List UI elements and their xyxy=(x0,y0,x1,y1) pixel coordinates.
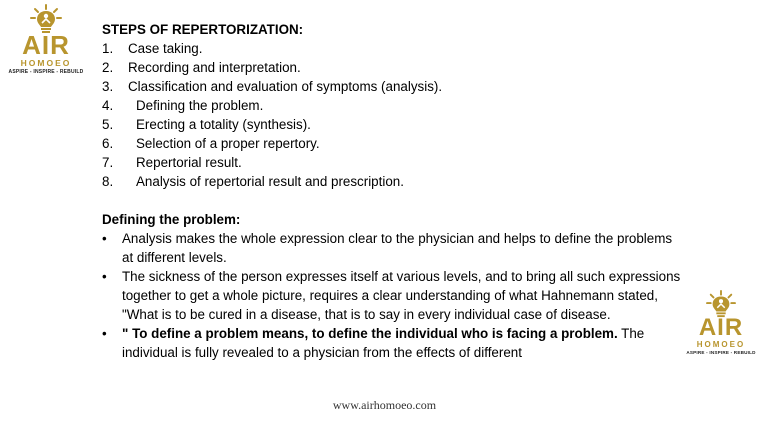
logo-word: HOMOEO xyxy=(20,58,72,68)
logo-tagline: ASPIRE - INSPIRE - REBUILD xyxy=(686,350,756,355)
bullet-list xyxy=(102,229,682,362)
steps-list xyxy=(102,39,682,191)
step-item xyxy=(102,77,682,96)
step-number: 2. xyxy=(102,60,114,75)
bullet-icon: • xyxy=(102,269,107,284)
bullet-bold-text: " To define a problem means, to define the individual who is facing a problem. xyxy=(122,326,618,341)
step-text: Analysis of repertorial result and prescription. xyxy=(136,174,404,189)
step-number: 6. xyxy=(102,136,114,151)
logo-bottom-right xyxy=(686,290,756,356)
step-item xyxy=(102,39,682,58)
bullet-icon: • xyxy=(102,326,107,341)
step-text: Erecting a totality (synthesis). xyxy=(136,117,311,132)
footer-url: www.airhomoeo.com xyxy=(332,398,437,412)
bullet-item xyxy=(102,229,682,267)
step-number: 7. xyxy=(102,155,114,170)
step-text: Recording and interpretation. xyxy=(128,60,301,75)
step-number: 1. xyxy=(102,41,114,56)
step-item xyxy=(102,153,682,172)
step-number: 4. xyxy=(102,98,114,113)
step-number: 5. xyxy=(102,117,114,132)
step-item xyxy=(102,58,682,77)
bullet-icon: • xyxy=(102,231,107,246)
logo-mark: AIR xyxy=(698,314,744,341)
logo-word: HOMOEO xyxy=(696,340,746,349)
step-text: Case taking. xyxy=(128,41,203,56)
bullet-text: The individual is fully revealed to a physician from the effects of different xyxy=(122,326,645,360)
spacer xyxy=(102,191,682,210)
steps-title: STEPS OF REPERTORIZATION: xyxy=(102,22,304,37)
step-text: Classification and evaluation of symptoms (analysis). xyxy=(128,79,443,94)
section-heading: Defining the problem: xyxy=(102,212,241,227)
logo-top-left xyxy=(8,4,84,75)
step-number: 8. xyxy=(102,174,114,189)
step-text: Defining the problem. xyxy=(136,98,264,113)
bullet-item xyxy=(102,324,682,362)
step-text: Repertorial result. xyxy=(136,155,242,170)
step-item xyxy=(102,172,682,191)
step-item xyxy=(102,115,682,134)
step-number: 3. xyxy=(102,79,114,94)
step-item xyxy=(102,134,682,153)
logo-mark: AIR xyxy=(22,30,70,60)
bullet-item xyxy=(102,267,682,324)
bullet-text: The sickness of the person expresses itself at various levels, and to bring all such expressions together to get a whole picture, requires a clear understanding of what Hahnemann stated, "What is to be cured in a disease, that is to say in every individual case of disease. xyxy=(122,269,681,322)
step-text: Selection of a proper repertory. xyxy=(136,136,320,151)
bullet-text: Analysis makes the whole expression clear to the physician and helps to define the problems at different levels. xyxy=(122,231,673,265)
step-item xyxy=(102,96,682,115)
logo-tagline: ASPIRE - INSPIRE - REBUILD xyxy=(8,68,84,75)
slide-content xyxy=(102,20,682,362)
